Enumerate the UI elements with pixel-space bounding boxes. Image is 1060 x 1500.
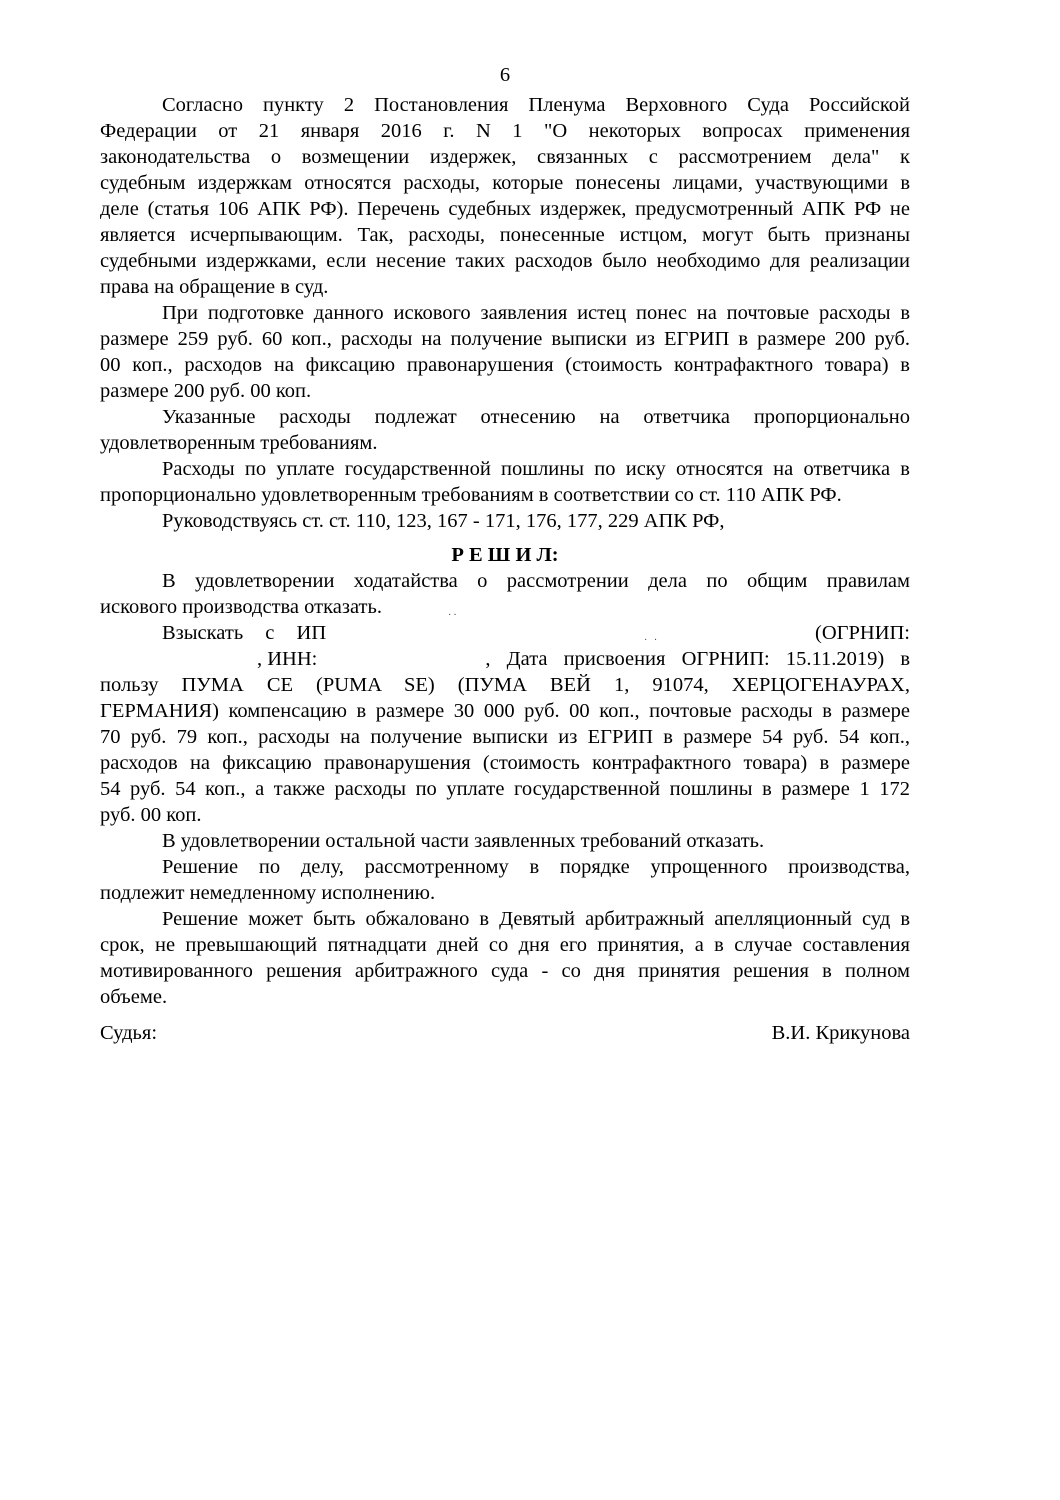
text-line: Согласно пункту 2 Постановления Пленума Верховного Суда Российской	[162, 94, 910, 116]
text-line: Руководствуясь ст. ст. 110, 123, 167 - 171, 176, 177, 229 АПК РФ,	[162, 510, 725, 532]
redaction-artifact: ··	[448, 610, 459, 621]
text-line: искового производства отказать.	[100, 596, 382, 618]
document-body	[100, 92, 910, 1046]
paragraph-remaining-denied	[100, 828, 910, 854]
text-line: 70 руб. 79 коп., расходы на получение выписки из ЕГРИП в размере 54 руб. 54 коп.,	[100, 726, 910, 748]
text-line: права на обращение в суд.	[100, 276, 329, 298]
paragraph-motion-denied	[100, 568, 910, 620]
text-line: руб. 00 коп.	[100, 804, 202, 826]
text-line: Решение по делу, рассмотренному в порядке упрощенного производства,	[162, 856, 910, 878]
text-line: Решение может быть обжаловано в Девятый арбитражный апелляционный суд в	[162, 908, 910, 930]
paragraph-guided-by	[100, 508, 910, 534]
recovery-ogrnip-label: (ОГРНИП:	[815, 622, 910, 644]
judge-name: В.И. Крикунова	[771, 1022, 910, 1044]
text-line: пользу ПУМА СЕ (PUMA SE) (ПУМА ВЕЙ 1, 91074, ХЕРЦОГЕНАУРАХ,	[100, 674, 910, 696]
text-line: пропорционально удовлетворенным требованиям в соответствии со ст. 110 АПК РФ.	[100, 484, 842, 506]
recovery-inn-label: , ИНН:	[257, 648, 318, 670]
text-line: 54 руб. 54 коп., а также расходы по уплате государственной пошлины в размере 1 172	[100, 778, 910, 800]
judge-label: Судья:	[100, 1022, 158, 1044]
paragraph-immediate-execution	[100, 854, 910, 906]
recovery-ogrnip-date: , Дата присвоения ОГРНИП: 15.11.2019) в	[485, 648, 910, 670]
text-line: ГЕРМАНИЯ) компенсацию в размере 30 000 руб. 00 коп., почтовые расходы в размере	[100, 700, 910, 722]
text-line: удовлетворенным требованиям.	[100, 432, 378, 454]
paragraph-statute	[100, 92, 910, 300]
text-line: срок, не превышающий пятнадцати дней со дня его принятия, а в случае составления	[100, 934, 910, 956]
text-line: Расходы по уплате государственной пошлины по иску относятся на ответчика в	[162, 458, 910, 480]
text-line: объеме.	[100, 986, 168, 1008]
recovery-defendant-label: Взыскать с ИП	[162, 622, 327, 644]
text-line: расходов на фиксацию правонарушения (стоимость контрафактного товара) в размере	[100, 752, 910, 774]
decision-heading: Р Е Ш И Л:	[451, 544, 559, 566]
paragraph-appeal	[100, 906, 910, 1010]
text-line: размере 200 руб. 00 коп.	[100, 380, 312, 402]
paragraph-postal-costs	[100, 300, 910, 404]
recovery-continuation	[100, 672, 910, 828]
paragraph-state-duty	[100, 456, 910, 508]
text-line: размере 259 руб. 60 коп., расходы на получение выписки из ЕГРИП в размере 200 руб.	[100, 328, 910, 350]
text-line: При подготовке данного искового заявления истец понес на почтовые расходы в	[162, 302, 910, 324]
text-line: законодательства о возмещении издержек, связанных с рассмотрением дела" к	[100, 146, 910, 168]
text-line: судебными издержками, если несение таких расходов было необходимо для реализации	[100, 250, 910, 272]
signature-row	[100, 1020, 910, 1046]
text-line: мотивированного решения арбитражного суда - со дня принятия решения в полном	[100, 960, 910, 982]
text-line: судебным издержкам относятся расходы, которые понесены лицами, участвующими в	[100, 172, 910, 194]
recovery-line-2	[100, 646, 910, 672]
text-line: деле (статья 106 АПК РФ). Перечень судебных издержек, предусмотренный АПК РФ не	[100, 198, 910, 220]
paragraph-costs-allocation	[100, 404, 910, 456]
text-line: подлежит немедленному исполнению.	[100, 882, 436, 904]
text-line: является исчерпывающим. Так, расходы, понесенные истцом, могут быть признаны	[100, 224, 910, 246]
paragraph-recovery	[100, 620, 910, 828]
text-line: 00 коп., расходов на фиксацию правонарушения (стоимость контрафактного товара) в	[100, 354, 910, 376]
redaction-artifact: · ·	[644, 635, 660, 646]
text-line: В удовлетворении остальной части заявленных требований отказать.	[162, 830, 765, 852]
page-number: 6	[499, 64, 511, 86]
recovery-line-1	[100, 620, 910, 646]
text-line: Указанные расходы подлежат отнесению на ответчика пропорционально	[162, 406, 910, 428]
text-line: В удовлетворении ходатайства о рассмотрении дела по общим правилам	[162, 570, 910, 592]
text-line: Федерации от 21 января 2016 г. N 1 "О некоторых вопросах применения	[100, 120, 910, 142]
